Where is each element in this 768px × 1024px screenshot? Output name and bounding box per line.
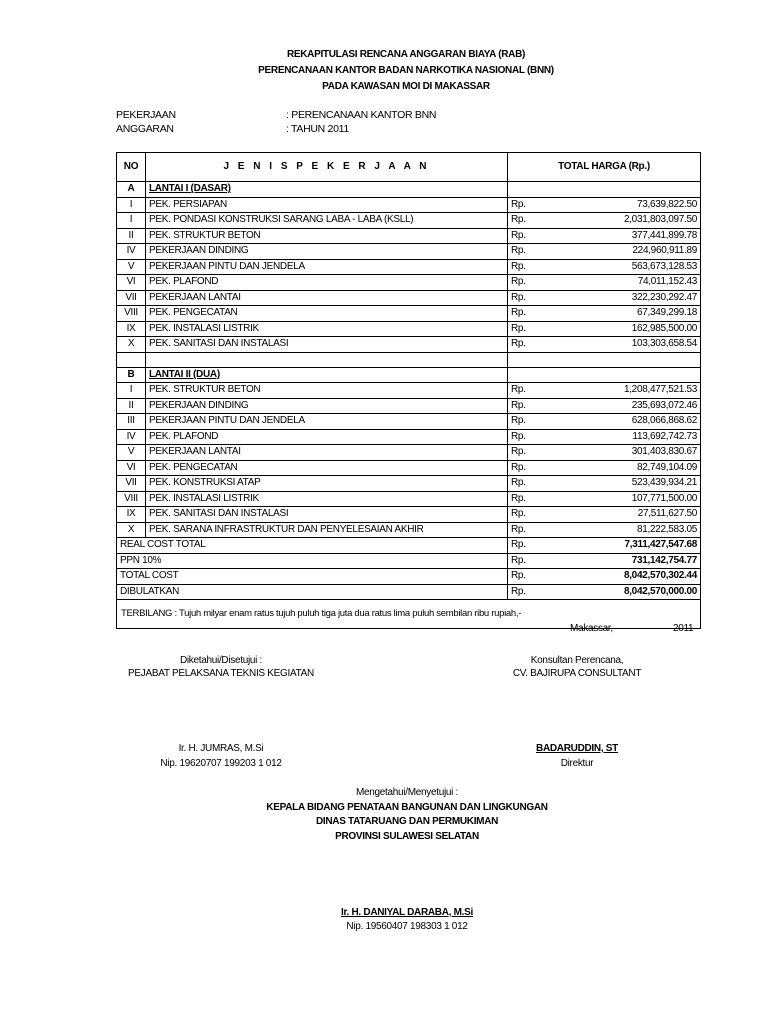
item-no: II <box>117 228 146 244</box>
item-currency: Rp. <box>508 398 553 414</box>
total-row <box>117 569 701 585</box>
item-currency: Rp. <box>508 197 553 213</box>
item-name: PEK. PENGECATAN <box>146 306 508 322</box>
pekerjaan-label: PEKERJAAN <box>116 109 176 121</box>
total-currency: Rp. <box>508 584 553 600</box>
right-caption: Konsultan Perencana, <box>530 655 624 666</box>
item-name: PEK. STRUKTUR BETON <box>146 228 508 244</box>
anggaran-label: ANGGARAN <box>116 123 174 135</box>
item-amount: 235,693,072.46 <box>553 398 701 414</box>
item-name: PEKERJAAN LANTAI <box>146 445 508 461</box>
item-amount: 2,031,803,097.50 <box>553 213 701 229</box>
item-amount: 224,960,911.89 <box>553 244 701 260</box>
item-currency: Rp. <box>508 383 553 399</box>
table-row <box>117 290 701 306</box>
bottom-role-line2: DINAS TATARUANG DAN PERMUKIMAN <box>315 816 499 827</box>
item-amount: 377,441,899.78 <box>553 228 701 244</box>
item-currency: Rp. <box>508 414 553 430</box>
item-currency: Rp. <box>508 429 553 445</box>
item-no: IX <box>117 321 146 337</box>
table-row <box>117 522 701 538</box>
item-no: X <box>117 522 146 538</box>
item-no: V <box>117 259 146 275</box>
section-row <box>117 367 701 383</box>
item-no: VIII <box>117 491 146 507</box>
spacer-cell <box>553 352 701 367</box>
total-label: DIBULATKAN <box>117 584 508 600</box>
item-amount: 563,673,128.53 <box>553 259 701 275</box>
right-title: Direktur <box>560 758 594 769</box>
left-nip: Nip. 19620707 199203 1 012 <box>160 758 282 769</box>
item-no: IX <box>117 507 146 523</box>
spacer-cell <box>508 352 553 367</box>
item-name: PEK. PONDASI KONSTRUKSI SARANG LABA - LABA (KSLL) <box>146 213 508 229</box>
sign-place: Makassar, <box>570 623 613 634</box>
table-row <box>117 507 701 523</box>
item-amount: 162,985,500.00 <box>553 321 701 337</box>
item-name: PEKERJAAN DINDING <box>146 244 508 260</box>
sign-year: 2011 <box>673 623 694 634</box>
right-role: CV. BAJIRUPA CONSULTANT <box>512 668 642 679</box>
table-row <box>117 306 701 322</box>
item-no: X <box>117 337 146 353</box>
total-label: REAL COST TOTAL <box>117 538 508 554</box>
item-name: PEKERJAAN DINDING <box>146 398 508 414</box>
item-name: PEK. KONSTRUKSI ATAP <box>146 476 508 492</box>
table-row <box>117 414 701 430</box>
header-location: PADA KAWASAN MOI DI MAKASSAR <box>322 81 490 92</box>
table-row <box>117 321 701 337</box>
section-no: B <box>117 367 146 383</box>
item-amount: 107,771,500.00 <box>553 491 701 507</box>
item-no: I <box>117 197 146 213</box>
table-row <box>117 228 701 244</box>
item-amount: 27,511,627.50 <box>553 507 701 523</box>
item-name: PEKERJAAN LANTAI <box>146 290 508 306</box>
pekerjaan-value: : PERENCANAAN KANTOR BNN <box>286 109 437 121</box>
table-row <box>117 398 701 414</box>
item-no: I <box>117 383 146 399</box>
item-name: PEK. SANITASI DAN INSTALASI <box>146 507 508 523</box>
item-name: PEK. PERSIAPAN <box>146 197 508 213</box>
item-no: VI <box>117 275 146 291</box>
item-amount: 322,230,292.47 <box>553 290 701 306</box>
bottom-role-line3: PROVINSI SULAWESI SELATAN <box>335 831 479 842</box>
item-name: PEKERJAAN PINTU DAN JENDELA <box>146 259 508 275</box>
terbilang-label: TERBILANG : <box>121 608 177 619</box>
item-amount: 81,222,583.05 <box>553 522 701 538</box>
item-name: PEK. STRUKTUR BETON <box>146 383 508 399</box>
item-currency: Rp. <box>508 476 553 492</box>
anggaran-value: : TAHUN 2011 <box>286 123 349 135</box>
item-no: VI <box>117 460 146 476</box>
section-row <box>117 182 701 198</box>
table-row <box>117 337 701 353</box>
item-name: PEK. SARANA INFRASTRUKTUR DAN PENYELESAIAN AKHIR <box>146 522 508 538</box>
item-no: V <box>117 445 146 461</box>
item-no: I <box>117 213 146 229</box>
item-no: VIII <box>117 306 146 322</box>
table-row <box>117 460 701 476</box>
bottom-role-line1: KEPALA BIDANG PENATAAN BANGUNAN DAN LINGKUNGAN <box>266 802 548 813</box>
table-row <box>117 213 701 229</box>
item-amount: 1,208,477,521.53 <box>553 383 701 399</box>
item-amount: 82,749,104.09 <box>553 460 701 476</box>
item-amount: 113,692,742.73 <box>553 429 701 445</box>
item-amount: 73,639,822.50 <box>553 197 701 213</box>
total-amount: 7,311,427,547.68 <box>553 538 701 554</box>
header-subtitle: PERENCANAAN KANTOR BADAN NARKOTIKA NASIONAL (BNN) <box>258 65 554 76</box>
terbilang-cell <box>117 600 701 629</box>
total-label: TOTAL COST <box>117 569 508 585</box>
item-name: PEK. PLAFOND <box>146 275 508 291</box>
item-amount: 301,403,830.67 <box>553 445 701 461</box>
right-name: BADARUDDIN, ST <box>536 743 618 754</box>
section-empty-rp <box>508 367 553 383</box>
total-currency: Rp. <box>508 569 553 585</box>
left-role: PEJABAT PELAKSANA TEKNIS KEGIATAN <box>128 668 314 679</box>
item-no: VII <box>117 476 146 492</box>
item-name: PEK. INSTALASI LISTRIK <box>146 321 508 337</box>
col-header-no: NO <box>117 153 146 182</box>
item-name: PEK. PLAFOND <box>146 429 508 445</box>
item-name: PEK. SANITASI DAN INSTALASI <box>146 337 508 353</box>
item-currency: Rp. <box>508 213 553 229</box>
terbilang-text: Tujuh milyar enam ratus tujuh puluh tiga juta dua ratus lima puluh sembilan ribu rupiah,- <box>179 608 522 619</box>
table-row <box>117 259 701 275</box>
item-amount: 74,011,152.43 <box>553 275 701 291</box>
item-currency: Rp. <box>508 228 553 244</box>
total-amount: 8,042,570,000.00 <box>553 584 701 600</box>
spacer-cell <box>117 352 146 367</box>
total-row <box>117 584 701 600</box>
total-row <box>117 553 701 569</box>
item-amount: 67,349,299.18 <box>553 306 701 322</box>
total-currency: Rp. <box>508 553 553 569</box>
section-title: LANTAI II (DUA) <box>146 367 508 383</box>
item-name: PEK. INSTALASI LISTRIK <box>146 491 508 507</box>
item-currency: Rp. <box>508 244 553 260</box>
item-currency: Rp. <box>508 460 553 476</box>
total-label: PPN 10% <box>117 553 508 569</box>
table-row <box>117 491 701 507</box>
item-currency: Rp. <box>508 306 553 322</box>
item-currency: Rp. <box>508 290 553 306</box>
item-currency: Rp. <box>508 275 553 291</box>
item-name: PEK. PENGECATAN <box>146 460 508 476</box>
item-currency: Rp. <box>508 259 553 275</box>
spacer-row <box>117 352 701 367</box>
table-row <box>117 275 701 291</box>
total-currency: Rp. <box>508 538 553 554</box>
col-header-total: TOTAL HARGA (Rp.) <box>508 153 701 182</box>
item-amount: 103,303,658.54 <box>553 337 701 353</box>
bottom-caption: Mengetahui/Menyetujui : <box>355 787 459 798</box>
item-no: VII <box>117 290 146 306</box>
section-title: LANTAI I (DASAR) <box>146 182 508 198</box>
table-row <box>117 197 701 213</box>
document-header <box>0 47 768 95</box>
item-no: IV <box>117 429 146 445</box>
table-row <box>117 383 701 399</box>
total-amount: 8,042,570,302.44 <box>553 569 701 585</box>
left-name: Ir. H. JUMRAS, M.Si <box>178 743 264 754</box>
header-title: REKAPITULASI RENCANA ANGGARAN BIAYA (RAB) <box>286 49 526 60</box>
section-empty-amount <box>553 182 701 198</box>
table-row <box>117 429 701 445</box>
item-amount: 523,439,934.21 <box>553 476 701 492</box>
table-row <box>117 244 701 260</box>
col-header-jenis: J E N I S P E K E R J A A N <box>146 153 508 182</box>
section-empty-rp <box>508 182 553 198</box>
bottom-nip: Nip. 19560407 198303 1 012 <box>346 921 468 932</box>
table-row <box>117 445 701 461</box>
total-amount: 731,142,754.77 <box>553 553 701 569</box>
bottom-name: Ir. H. DANIYAL DARABA, M.Si <box>341 907 473 918</box>
item-currency: Rp. <box>508 507 553 523</box>
section-no: A <box>117 182 146 198</box>
spacer-cell <box>146 352 508 367</box>
total-row <box>117 538 701 554</box>
section-empty-amount <box>553 367 701 383</box>
item-currency: Rp. <box>508 491 553 507</box>
item-currency: Rp. <box>508 337 553 353</box>
table-header-row <box>117 153 701 182</box>
item-currency: Rp. <box>508 522 553 538</box>
item-no: III <box>117 414 146 430</box>
item-currency: Rp. <box>508 321 553 337</box>
item-amount: 628,066,868.62 <box>553 414 701 430</box>
terbilang-row <box>117 600 701 629</box>
rab-table <box>116 152 701 629</box>
item-no: II <box>117 398 146 414</box>
item-no: IV <box>117 244 146 260</box>
left-caption: Diketahui/Disetujui : <box>179 655 263 666</box>
item-currency: Rp. <box>508 445 553 461</box>
item-name: PEKERJAAN PINTU DAN JENDELA <box>146 414 508 430</box>
table-row <box>117 476 701 492</box>
